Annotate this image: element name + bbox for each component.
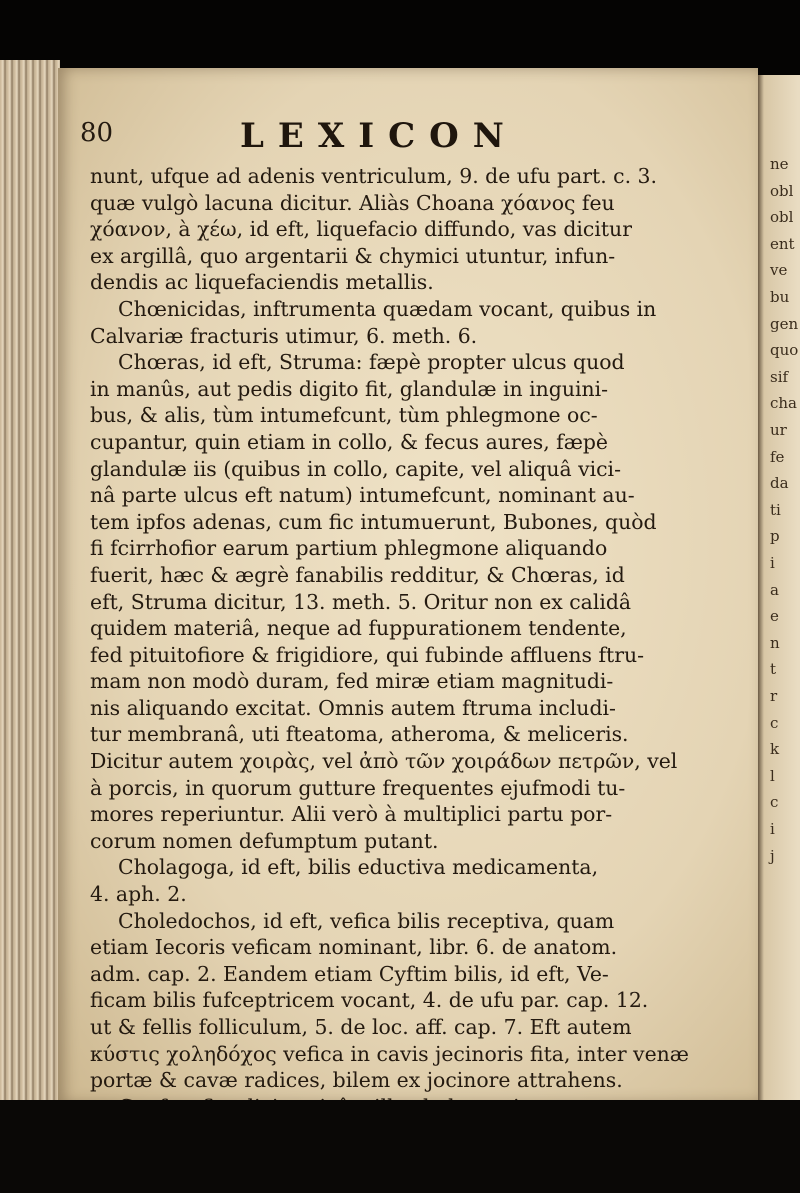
next-page-fragment: r	[770, 687, 778, 705]
text-line: quæ vulgò lacuna dicitur. Aliàs Choana χόανος feu	[90, 190, 615, 215]
text-line: corum nomen defumptum putant.	[90, 828, 439, 853]
text-line: cupantur, quin etiam in collo, & fecus aures, fæpè	[90, 429, 608, 454]
next-page-fragment: p	[770, 527, 780, 546]
next-page-fragment: bu	[770, 288, 790, 306]
page-number: 80	[80, 118, 114, 148]
running-title: LEXICON	[240, 116, 518, 156]
next-page-fragment: i	[770, 554, 775, 572]
text-line: portæ & cavæ radices, bilem ex jocinore attrahens.	[90, 1068, 623, 1093]
text-line: ex argillâ, quo argentarii & chymici utuntur, infun-	[90, 243, 616, 268]
next-page-fragment: a	[770, 580, 779, 599]
text-line: Dicitur autem χοιρὰς, vel ἀπὸ τῶν χοιράδων πετρῶν, vel	[90, 749, 678, 774]
next-page-fragment: gen	[770, 314, 799, 333]
text-line: fuerit, hæc & ægrè fanabilis redditur, & Chœras, id	[90, 562, 625, 587]
text-line: eft, Struma dicitur, 13. meth. 5. Oritur non ex calidâ	[90, 589, 632, 614]
text-line: ficam bilis fufceptricem vocant, 4. de ufu par. cap. 12.	[90, 988, 649, 1013]
next-page-fragment: ur	[770, 421, 787, 439]
text-line: etiam Iecoris veficam nominant, libr. 6. de anatom.	[90, 935, 618, 960]
page-header	[80, 116, 740, 156]
background-top	[0, 0, 800, 75]
next-page-fragment: obl	[770, 181, 794, 200]
body-text	[90, 163, 750, 1147]
text-line: χόανον, à χέω, id eft, liquefacio diffundo, vas dicitur	[90, 217, 632, 242]
text-line: quidem materiâ, neque ad fuppurationem tendente,	[90, 616, 627, 641]
text-line: fi fcirrhofior earum partium phlegmone aliquando	[90, 536, 608, 561]
next-page-fragment: obl	[770, 208, 794, 227]
text-line: 4. aph. 2.	[90, 882, 187, 907]
text-line: Choledochos, id eft, vefica bilis receptiva, quam	[118, 908, 615, 933]
next-page-fragment: quo	[770, 341, 799, 360]
page-edges	[0, 60, 60, 1100]
text-line: tem ipfos adenas, cum fic intumuerunt, Bubones, quòd	[90, 509, 657, 534]
background-bottom	[0, 1100, 800, 1193]
text-line: ut & fellis folliculum, 5. de loc. aff. cap. 7. Eft autem	[90, 1015, 632, 1039]
text-line: nunt, ufque ad adenis ventriculum, 9. de ufu part. c. 3.	[90, 164, 658, 188]
next-page-fragment: l	[770, 766, 775, 785]
next-page-fragment: fe	[770, 447, 785, 466]
text-line: κύστις χοληδόχος vefica in cavis jecinoris fita, inter venæ	[90, 1041, 689, 1066]
text-line: glandulæ iis (quibus in collo, capite, vel aliquâ vici-	[90, 456, 621, 481]
text-line: mores reperiuntur. Alii verò à multiplici partu por-	[90, 802, 613, 827]
text-line: Calvariæ fracturis utimur, 6. meth. 6.	[90, 323, 478, 348]
next-page-fragment: ti	[770, 500, 781, 519]
text-line: fed pituitofiore & frigidiore, qui fubinde affluens ftru-	[90, 642, 644, 667]
next-page-fragment: ent	[770, 234, 795, 253]
text-line: mam non modò duram, fed miræ etiam magnitudi-	[90, 669, 614, 694]
next-page-fragment: c	[770, 793, 779, 812]
text-line: dendis ac liquefaciendis metallis.	[90, 270, 434, 295]
text-line: tur membranâ, uti fteatoma, atheroma, & meliceris.	[90, 722, 629, 747]
next-page-fragment: sif	[770, 367, 789, 386]
text-line: nâ parte ulcus eft natum) intumefcunt, nominant au-	[90, 483, 635, 508]
next-page-fragment: n	[770, 633, 780, 652]
text-line: Chœras, id eft, Struma: fæpè propter ulcus quod	[118, 350, 625, 375]
next-page-fragment: da	[770, 474, 789, 493]
next-page-fragment: t	[770, 660, 777, 679]
text-line: bus, & alis, tùm intumefcunt, tùm phlegmone oc-	[90, 403, 598, 428]
text-line: Cholagoga, id eft, bilis eductiva medicamenta,	[118, 855, 599, 880]
next-page-fragment: j	[770, 846, 775, 865]
next-page-fragment: ve	[770, 261, 788, 280]
text-line: adm. cap. 2. Eandem etiam Cyftim bilis, id eft, Ve-	[90, 961, 609, 986]
next-page-fragment: ne	[770, 155, 789, 173]
next-page-fragment: e	[770, 607, 779, 626]
next-page-fragment: c	[770, 713, 779, 732]
text-line: Chœnicidas, inftrumenta quædam vocant, quibus in	[118, 296, 657, 321]
text-line: in manûs, aut pedis digito fit, glandulæ in inguini-	[90, 376, 609, 401]
next-page-fragment: k	[770, 740, 780, 759]
next-page-fragment: cha	[770, 394, 798, 413]
next-page-fragment: i	[770, 820, 775, 838]
text-line: à porcis, in quorum gutture frequentes ejufmodi tu-	[90, 775, 626, 800]
text-line: nis aliquando excitat. Omnis autem ftruma includi-	[90, 695, 616, 720]
next-page-edge	[758, 75, 800, 1103]
